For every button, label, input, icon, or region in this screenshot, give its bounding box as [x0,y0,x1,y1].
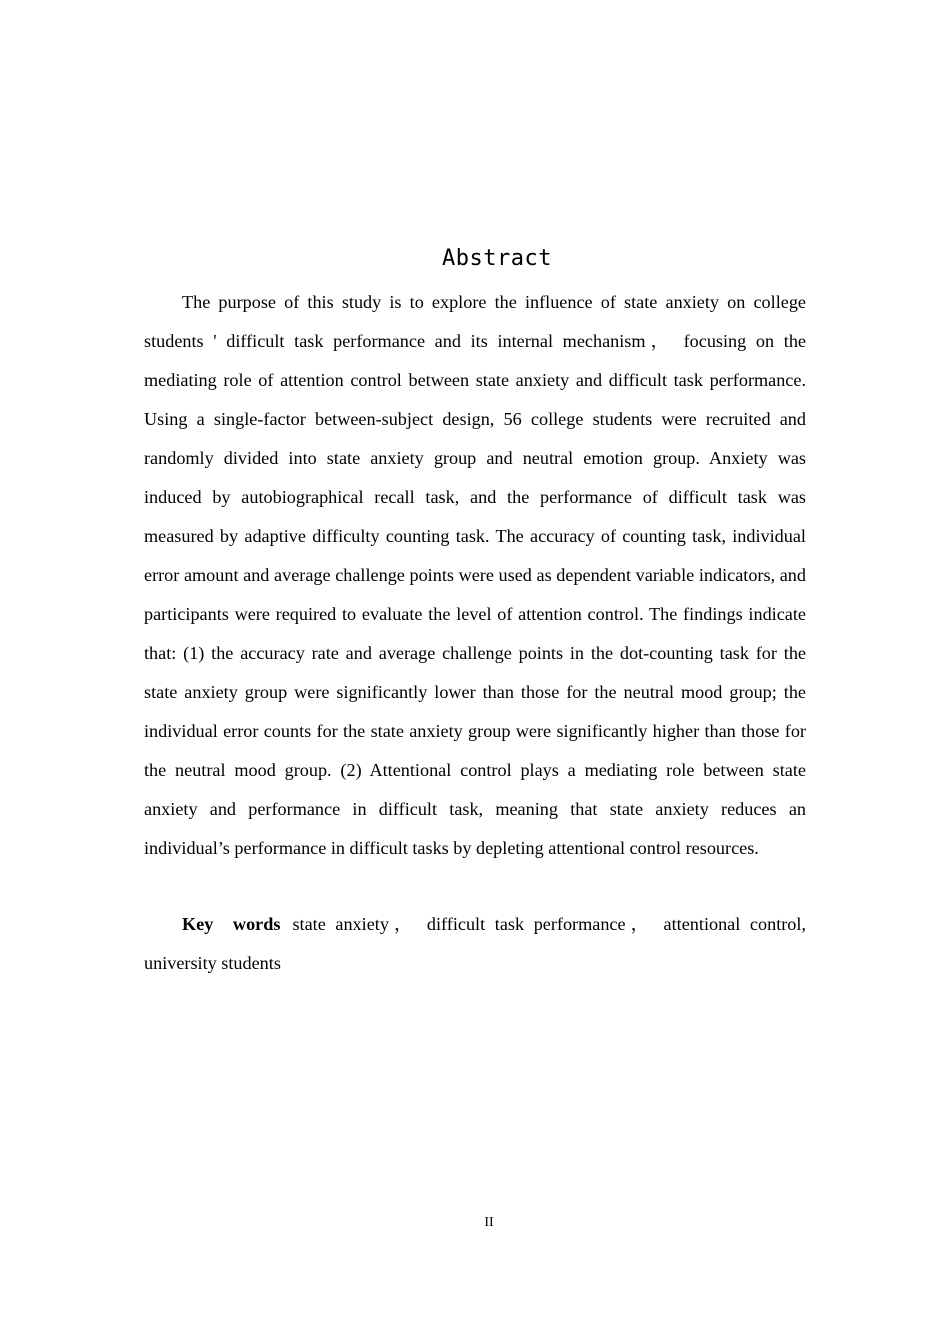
keywords-list: state anxiety， difficult task performance， attentional control, university students [144,914,806,973]
page-number: II [484,1215,494,1230]
keywords-paragraph [144,905,806,983]
keywords-label: Key words [182,914,281,934]
abstract-title: Abstract [442,246,552,271]
abstract-paragraph: The purpose of this study is to explore the influence of state anxiety on college students ' difficult task performance and its internal mechanism， focusing on the mediating role of attention control between state anxiety and difficult task performance. Using a single-factor between-subject design, 56 college students were recruited and randomly divided into state anxiety group and neutral emotion group. Anxiety was induced by autobiographical recall task, and the performance of difficult task was measured by adaptive difficulty counting task. The accuracy of counting task, individual error amount and average challenge points were used as dependent variable indicators, and participants were required to evaluate the level of attention control. The findings indicate that: (1) the accuracy rate and average challenge points in the dot-counting task for the state anxiety group were significantly lower than those for the neutral mood group; the individual error counts for the state anxiety group were significantly higher than those for the neutral mood group. (2) Attentional control plays a mediating role between state anxiety and performance in difficult task, meaning that state anxiety reduces an individual’s performance in difficult tasks by depleting attentional control resources. [144,292,806,858]
